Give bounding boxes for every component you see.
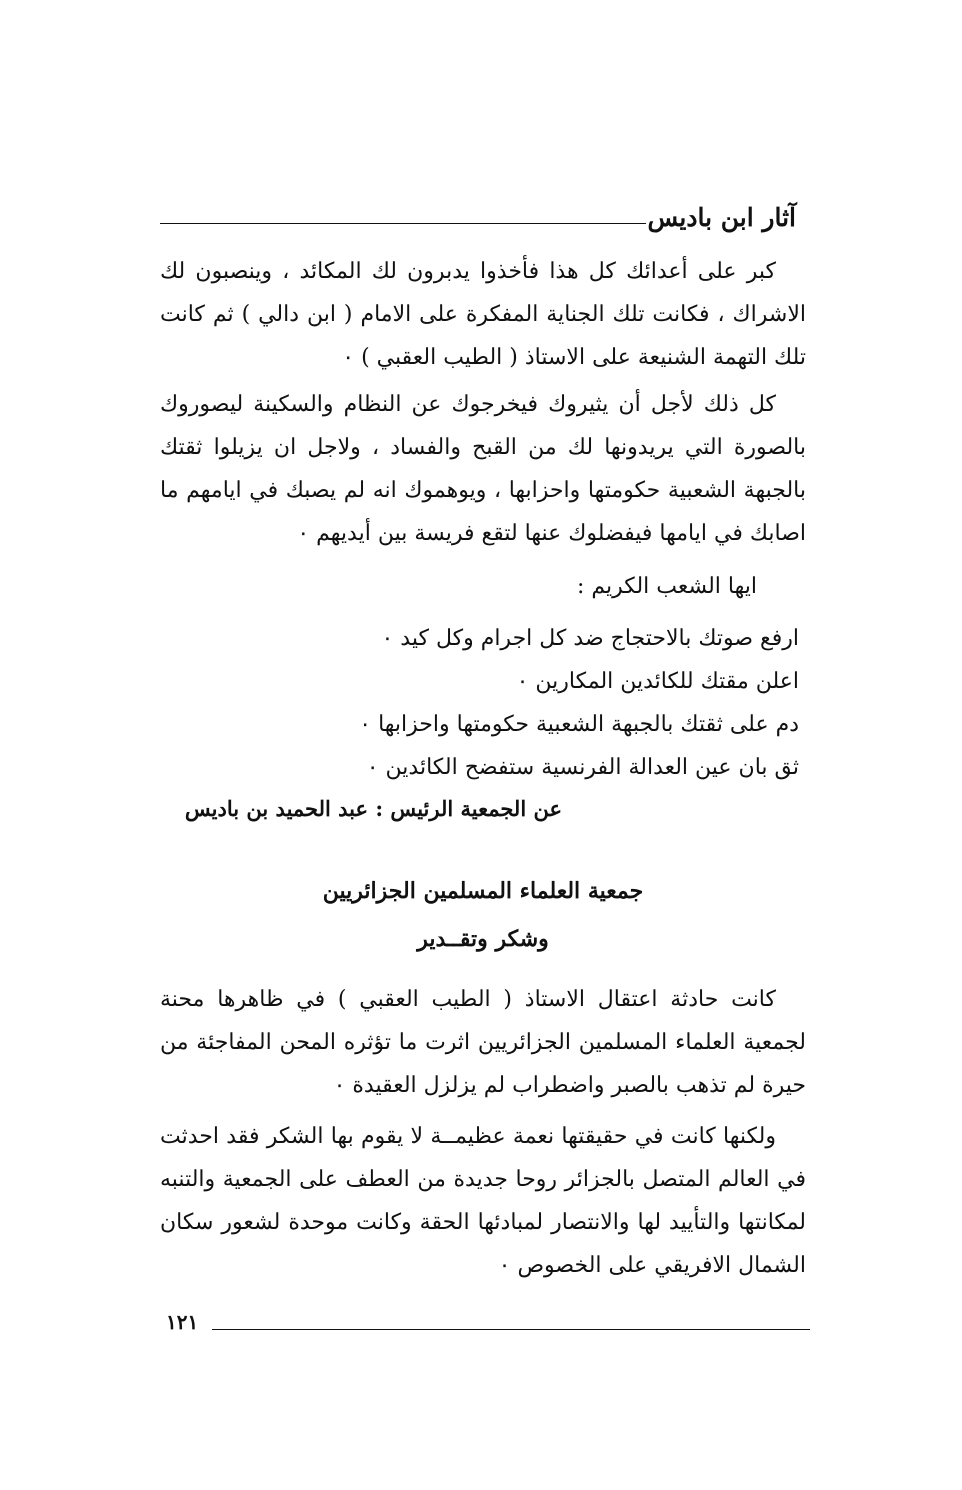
paragraph-4-text: ولكنها كانت في حقيقتها نعمة عظيمــة لا يقوم بها الشكر فقد احدثت في العالم المتصل بالجزائر روحا جديدة من العطف على الجمعية والتنبه لمكانتها والتأييد لها والانتصار لمبادئها الحقة وكانت موحدة لشعور سكان الشمال الافريقي على الخصوص ٠ — [160, 1124, 806, 1278]
page-number: ١٢١ — [166, 1310, 199, 1334]
paragraph-1-text: كبر على أعدائك كل هذا فأخذوا يدبرون لك المكائد ، وينصبون لك الاشراك ، فكانت تلك الجناية المفكرة على الامام ( ابن دالي ) ثم كانت تلك التهمة الشنيعة على الاستاذ ( الطيب العقبي ) ٠ — [160, 259, 806, 370]
running-title: آثار ابن باديس — [647, 203, 796, 232]
list-item: ثق بان عين العدالة الفرنسية ستفضح الكائدين ٠ — [366, 755, 799, 780]
page-footer — [166, 1305, 810, 1339]
list-item: اعلن مقتك للكائدين المكارين ٠ — [516, 669, 799, 694]
list-item: دم على ثقتك بالجبهة الشعبية حكومتها واحزابها ٠ — [359, 712, 799, 737]
paragraph-3 — [160, 978, 806, 1107]
call-to-people: ايها الشعب الكريم : — [577, 574, 757, 599]
list-item: ارفع صوتك بالاحتجاج ضد كل اجرام وكل كيد ٠ — [381, 626, 799, 651]
section-heading: جمعية العلماء المسلمين الجزائريين — [322, 878, 644, 904]
bullet-list — [359, 617, 799, 789]
footer-rule — [212, 1329, 810, 1330]
paragraph-2-text: كل ذلك لأجل أن يثيروك فيخرجوك عن النظام والسكينة ليصوروك بالصورة التي يريدونها لك من القبح والفساد ، ولاجل ان يزيلوا ثقتك بالجبهة الشعبية حكومتها واحزابها ، ويوهموك انه لم يصبك في ايامهم ما اصابك في ايامها فيفضلوك عنها لتقع فريسة بين أيديهم ٠ — [160, 392, 806, 546]
paragraph-4 — [160, 1115, 806, 1287]
paragraph-3-text: كانت حادثة اعتقال الاستاذ ( الطيب العقبي ) في ظاهرها محنة لجمعية العلماء المسلمين الجزائريين اثرت ما تؤثره المحن المفاجئة من حيرة لم تذهب بالصبر واضطراب لم يزلزل العقيدة ٠ — [160, 987, 806, 1098]
paragraph-2 — [160, 383, 806, 555]
paragraph-1 — [160, 250, 806, 379]
header-rule — [160, 223, 646, 224]
signature: عن الجمعية الرئيس : عبد الحميد بن باديس — [184, 796, 562, 821]
page-header — [160, 190, 796, 230]
section-subheading: وشكر وتقــدير — [417, 926, 549, 952]
